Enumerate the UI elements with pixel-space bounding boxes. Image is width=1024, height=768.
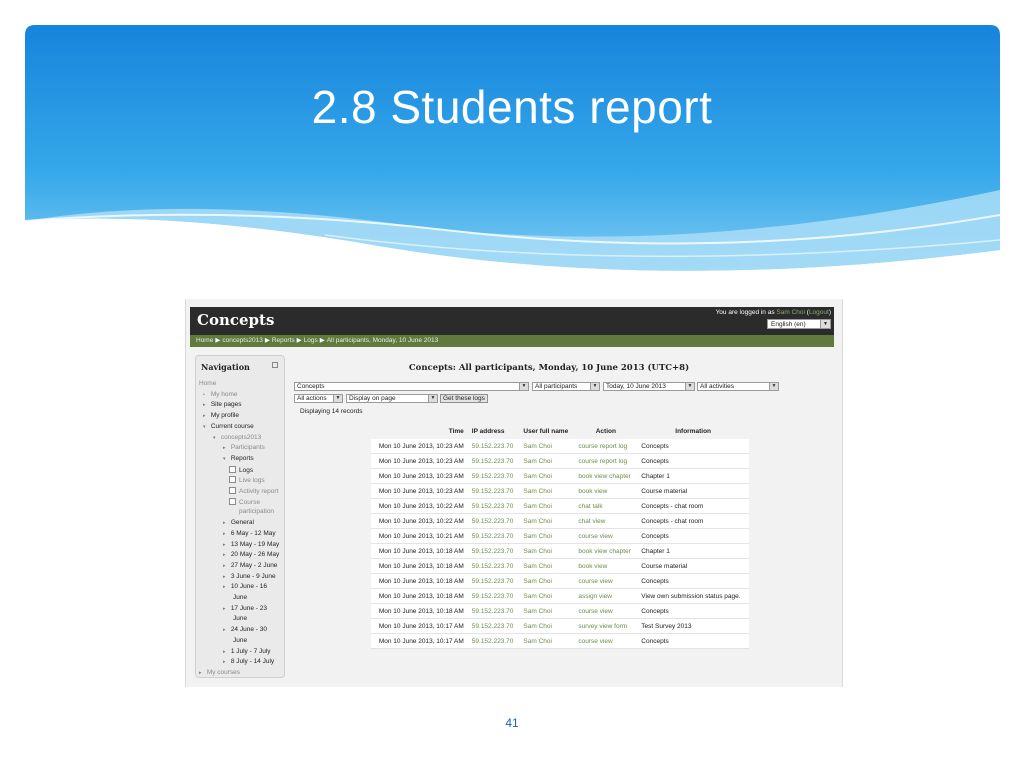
log-action[interactable]: course view bbox=[574, 634, 637, 649]
nav-item[interactable] bbox=[223, 573, 276, 581]
log-ip[interactable]: 59.152.223.70 bbox=[468, 574, 520, 589]
table-row bbox=[371, 499, 749, 514]
log-information: Concepts bbox=[637, 529, 749, 544]
log-user[interactable]: Sam Choi bbox=[519, 439, 574, 454]
navigation-title: Navigation bbox=[201, 362, 250, 372]
log-information: Concepts bbox=[637, 634, 749, 649]
navigation-block bbox=[195, 355, 285, 678]
log-action[interactable]: book view chapter bbox=[574, 544, 637, 559]
nav-item-label: concepts2013 bbox=[220, 433, 262, 441]
log-action[interactable]: assign view bbox=[574, 589, 637, 604]
collapsed-arrow-icon: ▸ bbox=[223, 520, 226, 527]
expanded-arrow-icon: ▾ bbox=[203, 423, 206, 430]
log-user[interactable]: Sam Choi bbox=[519, 499, 574, 514]
log-ip[interactable]: 59.152.223.70 bbox=[468, 499, 520, 514]
table-row bbox=[371, 439, 749, 454]
collapsed-arrow-icon: ▸ bbox=[199, 669, 202, 676]
nav-item-label: My home bbox=[210, 390, 238, 398]
log-information: View own submission status page. bbox=[637, 589, 749, 604]
log-time: Mon 10 June 2013, 10:23 AM bbox=[371, 469, 468, 484]
nav-item[interactable] bbox=[229, 508, 274, 515]
collapsed-arrow-icon: ▸ bbox=[223, 530, 226, 537]
report-main bbox=[292, 355, 806, 685]
table-row bbox=[371, 454, 749, 469]
log-user[interactable]: Sam Choi bbox=[519, 514, 574, 529]
log-information: Chapter 1 bbox=[637, 469, 749, 484]
nav-item-label: Participants bbox=[230, 444, 265, 452]
chevron-down-icon: ▼ bbox=[820, 320, 830, 328]
log-information: Chapter 1 bbox=[637, 544, 749, 559]
table-row bbox=[371, 484, 749, 499]
log-ip[interactable]: 59.152.223.70 bbox=[468, 514, 520, 529]
nav-item-label: Reports bbox=[230, 454, 254, 462]
nav-item-label: 8 July - 14 July bbox=[230, 658, 275, 666]
nav-item[interactable] bbox=[203, 391, 238, 399]
collapsed-arrow-icon: ▸ bbox=[223, 552, 226, 559]
nav-item[interactable] bbox=[223, 444, 265, 452]
log-ip[interactable]: 59.152.223.70 bbox=[468, 619, 520, 634]
nav-item-label: June bbox=[233, 636, 248, 644]
nav-item[interactable] bbox=[223, 637, 247, 644]
nav-item-label: 27 May - 2 June bbox=[230, 561, 278, 569]
date-select-value: Today, 10 June 2013 bbox=[606, 383, 666, 390]
collapsed-arrow-icon: ▸ bbox=[203, 413, 206, 420]
nav-item[interactable] bbox=[223, 658, 274, 666]
report-icon bbox=[229, 498, 236, 505]
nav-item-label: 24 June - 30 bbox=[230, 626, 267, 634]
table-row bbox=[371, 619, 749, 634]
date-select[interactable] bbox=[603, 382, 695, 391]
collapsed-arrow-icon: ▸ bbox=[223, 605, 226, 612]
log-time: Mon 10 June 2013, 10:18 AM bbox=[371, 559, 468, 574]
nav-item[interactable] bbox=[223, 541, 279, 549]
nav-item-label: My profile bbox=[210, 412, 239, 420]
language-select[interactable] bbox=[767, 319, 831, 329]
table-row bbox=[371, 469, 749, 484]
log-ip[interactable]: 59.152.223.70 bbox=[468, 529, 520, 544]
collapsed-arrow-icon: ▸ bbox=[223, 648, 226, 655]
log-user[interactable]: Sam Choi bbox=[519, 529, 574, 544]
chevron-down-icon: ▼ bbox=[333, 395, 342, 402]
log-action[interactable]: book view chapter bbox=[574, 469, 637, 484]
dock-icon[interactable] bbox=[272, 362, 278, 368]
nav-item[interactable] bbox=[223, 648, 271, 656]
nav-item[interactable] bbox=[203, 412, 239, 420]
nav-item-label: 17 June - 23 bbox=[230, 604, 267, 612]
log-information: Concepts - chat room bbox=[637, 499, 749, 514]
nav-item[interactable] bbox=[223, 626, 267, 634]
table-row bbox=[371, 574, 749, 589]
slide-title: 2.8 Students report bbox=[311, 81, 713, 133]
breadcrumb-current: All participants, Monday, 10 June 2013 bbox=[326, 337, 439, 344]
nav-item[interactable] bbox=[223, 615, 247, 622]
page-number: 41 bbox=[505, 716, 519, 730]
breadcrumb-home[interactable]: Home bbox=[196, 337, 214, 344]
logs-table-body bbox=[371, 439, 749, 649]
log-time: Mon 10 June 2013, 10:23 AM bbox=[371, 484, 468, 499]
log-ip[interactable]: 59.152.223.70 bbox=[468, 439, 520, 454]
moodle-screenshot bbox=[185, 299, 843, 687]
collapsed-arrow-icon: ▸ bbox=[223, 445, 226, 452]
log-time: Mon 10 June 2013, 10:17 AM bbox=[371, 634, 468, 649]
log-action[interactable]: survey view form bbox=[574, 619, 637, 634]
log-ip[interactable]: 59.152.223.70 bbox=[468, 469, 520, 484]
expanded-arrow-icon: ▾ bbox=[213, 434, 216, 441]
nav-item-label: My courses bbox=[206, 668, 241, 676]
log-user[interactable]: Sam Choi bbox=[519, 454, 574, 469]
log-action[interactable]: course view bbox=[574, 529, 637, 544]
nav-item[interactable] bbox=[223, 551, 279, 559]
log-action[interactable]: chat view bbox=[574, 514, 637, 529]
table-row bbox=[371, 514, 749, 529]
display-select-value: Display on page bbox=[349, 395, 396, 402]
log-action[interactable]: course view bbox=[574, 604, 637, 619]
log-ip[interactable]: 59.152.223.70 bbox=[468, 454, 520, 469]
nav-item-label: Activity report bbox=[239, 488, 279, 495]
breadcrumb-separator-icon: ▶ bbox=[296, 337, 302, 344]
slide-banner bbox=[25, 25, 1000, 283]
collapsed-arrow-icon: ▸ bbox=[223, 627, 226, 634]
chevron-down-icon: ▼ bbox=[685, 383, 694, 390]
log-time: Mon 10 June 2013, 10:17 AM bbox=[371, 619, 468, 634]
column-header-ip[interactable]: IP address bbox=[471, 428, 505, 435]
nav-item[interactable] bbox=[229, 487, 278, 495]
column-header-user[interactable]: User full name bbox=[523, 428, 569, 435]
record-count: Displaying 14 records bbox=[300, 408, 363, 415]
column-header-information[interactable]: Information bbox=[675, 428, 712, 435]
log-action[interactable]: book view bbox=[574, 559, 637, 574]
nav-item[interactable] bbox=[223, 455, 254, 463]
nav-item-label: 3 June - 9 June bbox=[230, 572, 276, 580]
collapsed-arrow-icon: ▸ bbox=[223, 659, 226, 666]
nav-item[interactable] bbox=[213, 434, 261, 442]
activities-select-value: All activities bbox=[700, 383, 734, 390]
table-row bbox=[371, 544, 749, 559]
log-user[interactable]: Sam Choi bbox=[519, 469, 574, 484]
nav-item[interactable] bbox=[223, 530, 276, 538]
participants-select-value: All participants bbox=[535, 383, 578, 390]
log-information: Concepts - chat room bbox=[637, 514, 749, 529]
logs-table bbox=[371, 424, 749, 649]
breadcrumb-course[interactable]: concepts2013 bbox=[222, 337, 263, 344]
breadcrumb-separator-icon: ▶ bbox=[264, 337, 270, 344]
log-information: Concepts bbox=[637, 454, 749, 469]
collapsed-arrow-icon: ▸ bbox=[203, 402, 206, 409]
report-icon bbox=[229, 466, 236, 473]
nav-item-label: Current course bbox=[210, 422, 254, 430]
table-row bbox=[371, 604, 749, 619]
log-user[interactable]: Sam Choi bbox=[519, 634, 574, 649]
course-select[interactable] bbox=[294, 382, 529, 391]
nav-item-label: 13 May - 19 May bbox=[230, 540, 280, 548]
log-action[interactable]: book view bbox=[574, 484, 637, 499]
breadcrumb-logs[interactable]: Logs bbox=[303, 337, 318, 344]
collapsed-arrow-icon: ▸ bbox=[223, 541, 226, 548]
breadcrumb bbox=[190, 335, 834, 347]
moodle-header bbox=[190, 307, 834, 335]
nav-item[interactable] bbox=[223, 519, 254, 527]
table-row bbox=[371, 634, 749, 649]
activities-select[interactable] bbox=[697, 382, 779, 391]
report-icon bbox=[229, 487, 236, 494]
column-header-time[interactable]: Time bbox=[448, 428, 464, 435]
log-information: Concepts bbox=[637, 574, 749, 589]
column-header-action[interactable]: Action bbox=[595, 428, 616, 435]
log-information: Course material bbox=[637, 559, 749, 574]
log-time: Mon 10 June 2013, 10:23 AM bbox=[371, 439, 468, 454]
collapsed-arrow-icon: ▸ bbox=[223, 573, 226, 580]
nav-item-label: Home bbox=[199, 380, 217, 387]
collapsed-arrow-icon: ▸ bbox=[223, 562, 226, 569]
report-heading: Concepts: All participants, Monday, 10 June 2013 (UTC+8) bbox=[408, 363, 690, 373]
log-time: Mon 10 June 2013, 10:21 AM bbox=[371, 529, 468, 544]
nav-item-label: 10 June - 16 bbox=[230, 583, 267, 591]
log-information: Test Survey 2013 bbox=[637, 619, 749, 634]
nav-item-label: Live logs bbox=[239, 477, 265, 485]
nav-item[interactable] bbox=[199, 669, 240, 677]
nav-item[interactable] bbox=[223, 583, 267, 591]
nav-item[interactable] bbox=[229, 498, 260, 506]
nav-item[interactable] bbox=[223, 594, 247, 601]
login-info: You are logged in as Sam Choi (Logout) bbox=[715, 309, 831, 316]
login-user-link[interactable]: Sam Choi bbox=[776, 309, 805, 316]
nav-item-label: Logs bbox=[239, 466, 254, 474]
nav-item-label: 6 May - 12 May bbox=[230, 529, 276, 537]
log-time: Mon 10 June 2013, 10:18 AM bbox=[371, 574, 468, 589]
expanded-arrow-icon: ▾ bbox=[223, 455, 226, 462]
actions-select[interactable] bbox=[294, 394, 343, 403]
chevron-down-icon: ▼ bbox=[428, 395, 437, 402]
site-name[interactable]: Concepts bbox=[197, 311, 275, 329]
log-time: Mon 10 June 2013, 10:22 AM bbox=[371, 499, 468, 514]
nav-item-label: 20 May - 26 May bbox=[230, 551, 280, 559]
log-action[interactable]: chat talk bbox=[574, 499, 637, 514]
table-row bbox=[371, 589, 749, 604]
log-user[interactable]: Sam Choi bbox=[519, 589, 574, 604]
log-action[interactable]: course report log bbox=[574, 439, 637, 454]
table-header-row bbox=[371, 424, 749, 439]
chevron-down-icon: ▼ bbox=[769, 383, 778, 390]
collapsed-arrow-icon: ▸ bbox=[223, 584, 226, 591]
nav-item[interactable] bbox=[199, 380, 216, 387]
log-action[interactable]: course view bbox=[574, 574, 637, 589]
log-user[interactable]: Sam Choi bbox=[519, 574, 574, 589]
nav-item[interactable] bbox=[203, 401, 242, 409]
nav-item[interactable] bbox=[229, 476, 265, 484]
log-ip[interactable]: 59.152.223.70 bbox=[468, 484, 520, 499]
logout-link[interactable]: Logout bbox=[808, 309, 829, 316]
nav-item-label: 1 July - 7 July bbox=[230, 647, 271, 655]
course-select-value: Concepts bbox=[297, 383, 325, 390]
nav-item-label: Site pages bbox=[210, 401, 242, 409]
log-information: Concepts bbox=[637, 439, 749, 454]
login-prefix: You are logged in as bbox=[715, 309, 775, 316]
nav-item[interactable] bbox=[203, 423, 254, 431]
breadcrumb-separator-icon: ▶ bbox=[215, 337, 221, 344]
bullet-icon: • bbox=[203, 391, 205, 398]
log-time: Mon 10 June 2013, 10:18 AM bbox=[371, 589, 468, 604]
participants-select[interactable] bbox=[532, 382, 600, 391]
log-time: Mon 10 June 2013, 10:18 AM bbox=[371, 604, 468, 619]
report-icon bbox=[229, 476, 236, 483]
nav-item[interactable] bbox=[223, 562, 277, 570]
log-time: Mon 10 June 2013, 10:23 AM bbox=[371, 454, 468, 469]
actions-select-value: All actions bbox=[297, 395, 327, 402]
table-row bbox=[371, 529, 749, 544]
log-information: Concepts bbox=[637, 604, 749, 619]
table-row bbox=[371, 559, 749, 574]
log-user[interactable]: Sam Choi bbox=[519, 559, 574, 574]
get-logs-button[interactable]: Get these logs bbox=[440, 394, 488, 403]
nav-item[interactable] bbox=[229, 466, 253, 474]
nav-item-label: June bbox=[233, 594, 248, 601]
log-user[interactable]: Sam Choi bbox=[519, 604, 574, 619]
log-time: Mon 10 June 2013, 10:22 AM bbox=[371, 514, 468, 529]
log-ip[interactable]: 59.152.223.70 bbox=[468, 544, 520, 559]
chevron-down-icon: ▼ bbox=[590, 383, 599, 390]
nav-item-label: June bbox=[233, 615, 248, 623]
log-time: Mon 10 June 2013, 10:18 AM bbox=[371, 544, 468, 559]
log-ip[interactable]: 59.152.223.70 bbox=[468, 634, 520, 649]
log-information: Course material bbox=[637, 484, 749, 499]
log-action[interactable]: course report log bbox=[574, 454, 637, 469]
nav-item-label: General bbox=[230, 519, 254, 527]
nav-item-label: participation bbox=[239, 508, 275, 516]
breadcrumb-reports[interactable]: Reports bbox=[271, 337, 295, 344]
log-ip[interactable]: 59.152.223.70 bbox=[468, 559, 520, 574]
nav-item-label: Course bbox=[239, 498, 260, 506]
language-value: English (en) bbox=[771, 321, 806, 328]
log-user[interactable]: Sam Choi bbox=[519, 484, 574, 499]
log-user[interactable]: Sam Choi bbox=[519, 544, 574, 559]
chevron-down-icon: ▼ bbox=[519, 383, 528, 390]
nav-item[interactable] bbox=[223, 605, 267, 613]
log-user[interactable]: Sam Choi bbox=[519, 619, 574, 634]
display-select[interactable] bbox=[346, 394, 438, 403]
log-ip[interactable]: 59.152.223.70 bbox=[468, 604, 520, 619]
log-ip[interactable]: 59.152.223.70 bbox=[468, 589, 520, 604]
breadcrumb-separator-icon: ▶ bbox=[319, 337, 325, 344]
